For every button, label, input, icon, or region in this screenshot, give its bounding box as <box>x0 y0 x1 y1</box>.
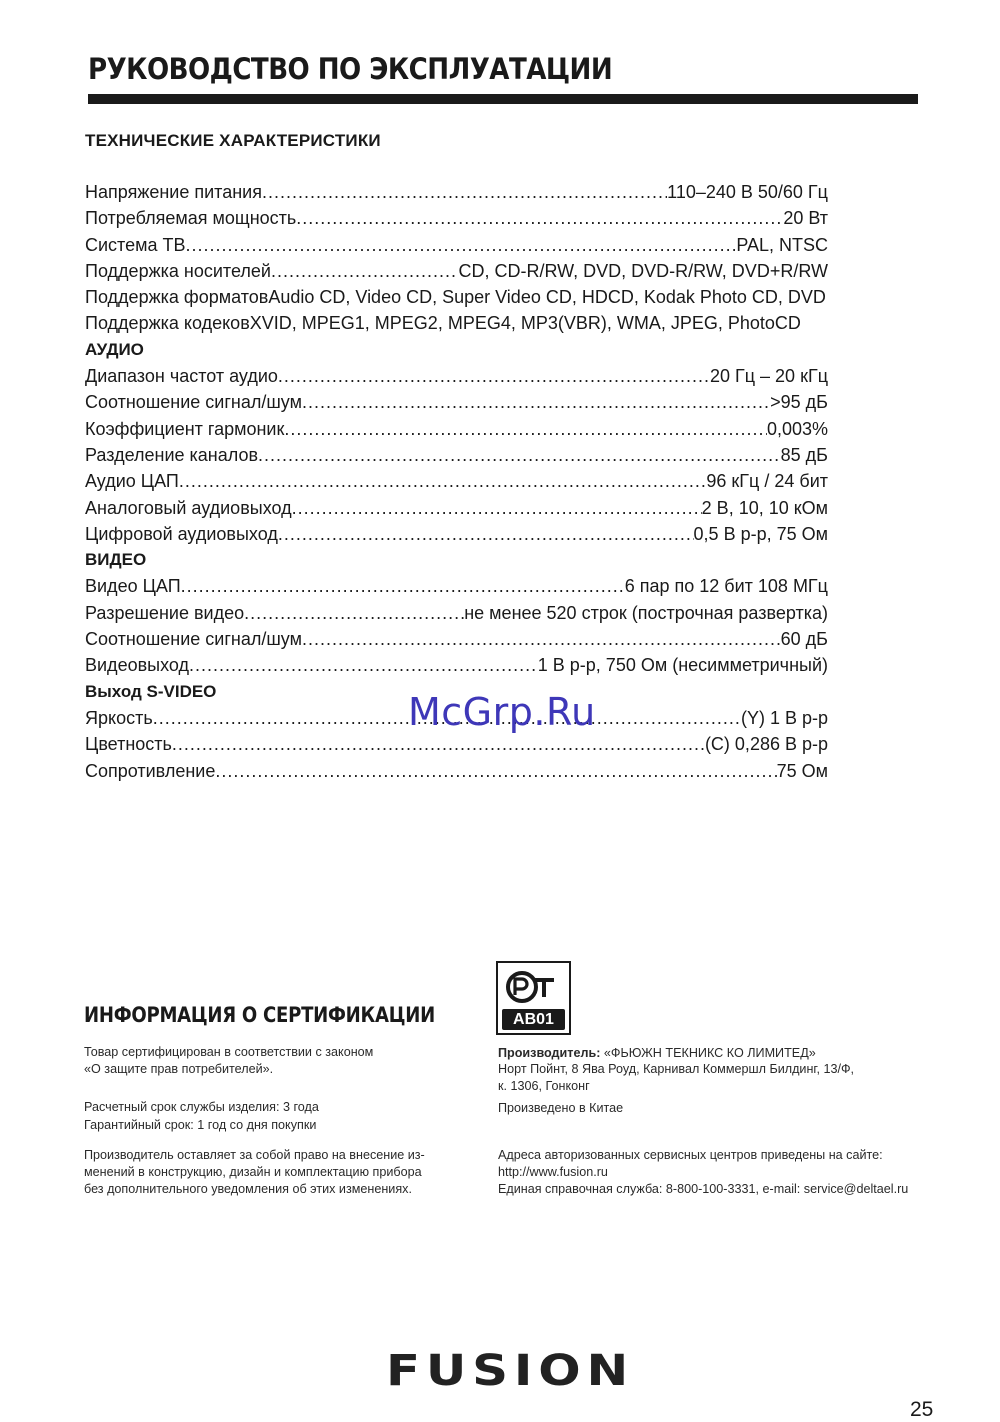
header-rule <box>88 94 918 104</box>
spec-row <box>85 284 891 310</box>
spec-value: (С) 0,286 В р-р <box>704 734 828 755</box>
spec-row <box>85 310 891 336</box>
spec-row <box>85 573 828 599</box>
spec-row <box>85 626 828 652</box>
spec-label: Потребляемая мощность <box>85 208 297 229</box>
spec-label: Напряжение питания <box>85 182 262 202</box>
svideo-section-title: Выход S-VIDEO <box>85 681 217 701</box>
dot-leader <box>186 232 737 258</box>
dot-leader <box>302 626 781 652</box>
spec-value: 2 В, 10, 10 кОм <box>701 497 828 518</box>
dot-leader <box>244 600 464 626</box>
dot-leader <box>292 495 702 521</box>
spec-value: не менее 520 строк (построчная развертка) <box>464 602 828 623</box>
address-line-2: к. 1306, Гонконг <box>498 1079 590 1093</box>
notice-line-3: без дополнительного уведомления об этих изменениях. <box>84 1182 412 1196</box>
dot-leader <box>302 389 770 415</box>
spec-label: Яркость <box>85 707 153 728</box>
dot-leader <box>278 363 710 389</box>
service-url-link[interactable]: http://www.fusion.ru <box>498 1165 608 1179</box>
spec-value: 0,5 В р-р, 75 Ом <box>693 523 828 544</box>
spec-label: Цифровой аудиовыход <box>85 523 278 544</box>
spec-label: Видео ЦАП <box>85 576 181 597</box>
dot-leader <box>278 521 694 547</box>
spec-value: 1 В р-р, 750 Ом (несимметричный) <box>537 655 828 676</box>
spec-value: >95 дБ <box>770 392 828 413</box>
spec-row <box>85 758 828 784</box>
spec-label: Диапазон частот аудио <box>85 366 278 387</box>
spec-label: Система ТВ <box>85 234 186 255</box>
spec-label: Поддержка форматов <box>85 287 269 308</box>
spec-value: CD, CD-R/RW, DVD, DVD-R/RW, DVD+R/RW <box>458 260 828 281</box>
spec-value: 110–240 В 50/60 Гц <box>667 182 828 202</box>
spec-label: Разделение каналов <box>85 444 259 465</box>
spec-row <box>85 600 828 626</box>
dot-leader <box>181 573 625 599</box>
spec-row <box>85 468 828 494</box>
certification-code: АВ01 <box>502 1009 565 1030</box>
spec-row <box>85 442 828 468</box>
spec-row <box>85 258 828 284</box>
watermark: McGrp.Ru <box>408 690 596 734</box>
spec-label: Коэффициент гармоник <box>85 418 285 439</box>
service-life: Расчетный срок службы изделия: 3 года <box>84 1100 319 1114</box>
spec-value: 75 Ом <box>776 760 828 781</box>
law-line-1: Товар сертифицирован в соответствии с законом <box>84 1045 374 1059</box>
spec-value: PAL, NTSC <box>736 234 828 255</box>
notice-line-1: Производитель оставляет за собой право на внесение из- <box>84 1148 425 1162</box>
spec-label: Разрешение видео <box>85 602 245 623</box>
dot-leader <box>172 731 705 757</box>
spec-row <box>85 363 828 389</box>
manufacturer-line <box>498 1045 816 1062</box>
dot-leader <box>271 258 459 284</box>
spec-label: Поддержка кодеков <box>85 313 250 334</box>
dot-leader <box>258 442 781 468</box>
spec-row <box>85 521 828 547</box>
dot-leader <box>262 179 667 205</box>
law-line-2: «О защите прав потребителей». <box>84 1062 274 1076</box>
spec-row <box>85 652 828 678</box>
rst-logo-icon <box>498 965 568 1009</box>
page-title: РУКОВОДСТВО ПО ЭКСПЛУАТАЦИИ <box>88 52 613 86</box>
audio-section-title: АУДИО <box>85 339 144 359</box>
dot-leader <box>179 468 707 494</box>
hotline: Единая справочная служба: 8-800-100-3331, e-mail: service@deltael.ru <box>498 1182 909 1196</box>
spec-value: 0,003% <box>766 418 828 439</box>
dot-leader <box>296 205 783 231</box>
page-number: 25 <box>910 1398 934 1421</box>
spec-value: 20 Вт <box>783 208 828 229</box>
spec-label: Аналоговый аудиовыход <box>85 497 292 518</box>
manufacturer-name: «ФЬЮЖН ТЕКНИКС КО ЛИМИТЕД» <box>603 1046 816 1060</box>
spec-row <box>85 495 828 521</box>
manufacturer-label: Производитель: <box>498 1046 601 1060</box>
spec-row <box>85 179 828 205</box>
spec-value: 6 пар по 12 бит 108 МГц <box>624 576 828 597</box>
warranty: Гарантийный срок: 1 год со дня покупки <box>84 1118 317 1132</box>
spec-row <box>85 205 828 231</box>
dot-leader <box>215 758 776 784</box>
spec-label: Соотношение сигнал/шум <box>85 629 302 650</box>
spec-row <box>85 416 828 442</box>
fusion-logo <box>386 1352 636 1388</box>
spec-row <box>85 389 828 415</box>
spec-value: Audio CD, Video CD, Super Video CD, HDCD, Kodak Photo CD, DVD <box>268 287 826 308</box>
made-in: Произведено в Китае <box>498 1101 624 1115</box>
spec-label: Видеовыход <box>85 655 190 676</box>
spec-label: Аудио ЦАП <box>85 471 179 492</box>
spec-row <box>85 731 828 757</box>
brand-wordmark: FUSION <box>386 1352 634 1388</box>
spec-value: 85 дБ <box>780 444 828 465</box>
spec-label: Поддержка носителей <box>85 260 271 281</box>
spec-value: XVID, MPEG1, MPEG2, MPEG4, MP3(VBR), WMA, JPEG, PhotoCD <box>249 313 801 334</box>
spec-label: Соотношение сигнал/шум <box>85 392 302 413</box>
notice-line-2: менений в конструкцию, дизайн и комплектацию прибора <box>84 1165 422 1179</box>
spec-value: 60 дБ <box>780 629 828 650</box>
dot-leader <box>284 416 767 442</box>
certification-mark <box>496 961 571 1035</box>
specs-title: ТЕХНИЧЕСКИЕ ХАРАКТЕРИСТИКИ <box>85 131 381 150</box>
spec-value: (Y) 1 В р-р <box>740 707 828 728</box>
spec-value: 20 Гц – 20 кГц <box>709 366 828 387</box>
spec-label: Сопротивление <box>85 760 216 781</box>
video-section-title: ВИДЕО <box>85 550 147 570</box>
spec-row <box>85 232 828 258</box>
spec-label: Цветность <box>85 734 172 755</box>
spec-value: 96 кГц / 24 бит <box>706 471 828 492</box>
dot-leader <box>189 652 538 678</box>
address-line-1: Норт Пойнт, 8 Ява Роуд, Карнивал Коммершл Билдинг, 13/Ф, <box>498 1062 855 1076</box>
certification-title: ИНФОРМАЦИЯ О СЕРТИФИКАЦИИ <box>84 1003 435 1027</box>
service-centers-line: Адреса авторизованных сервисных центров приведены на сайте: <box>498 1148 883 1162</box>
